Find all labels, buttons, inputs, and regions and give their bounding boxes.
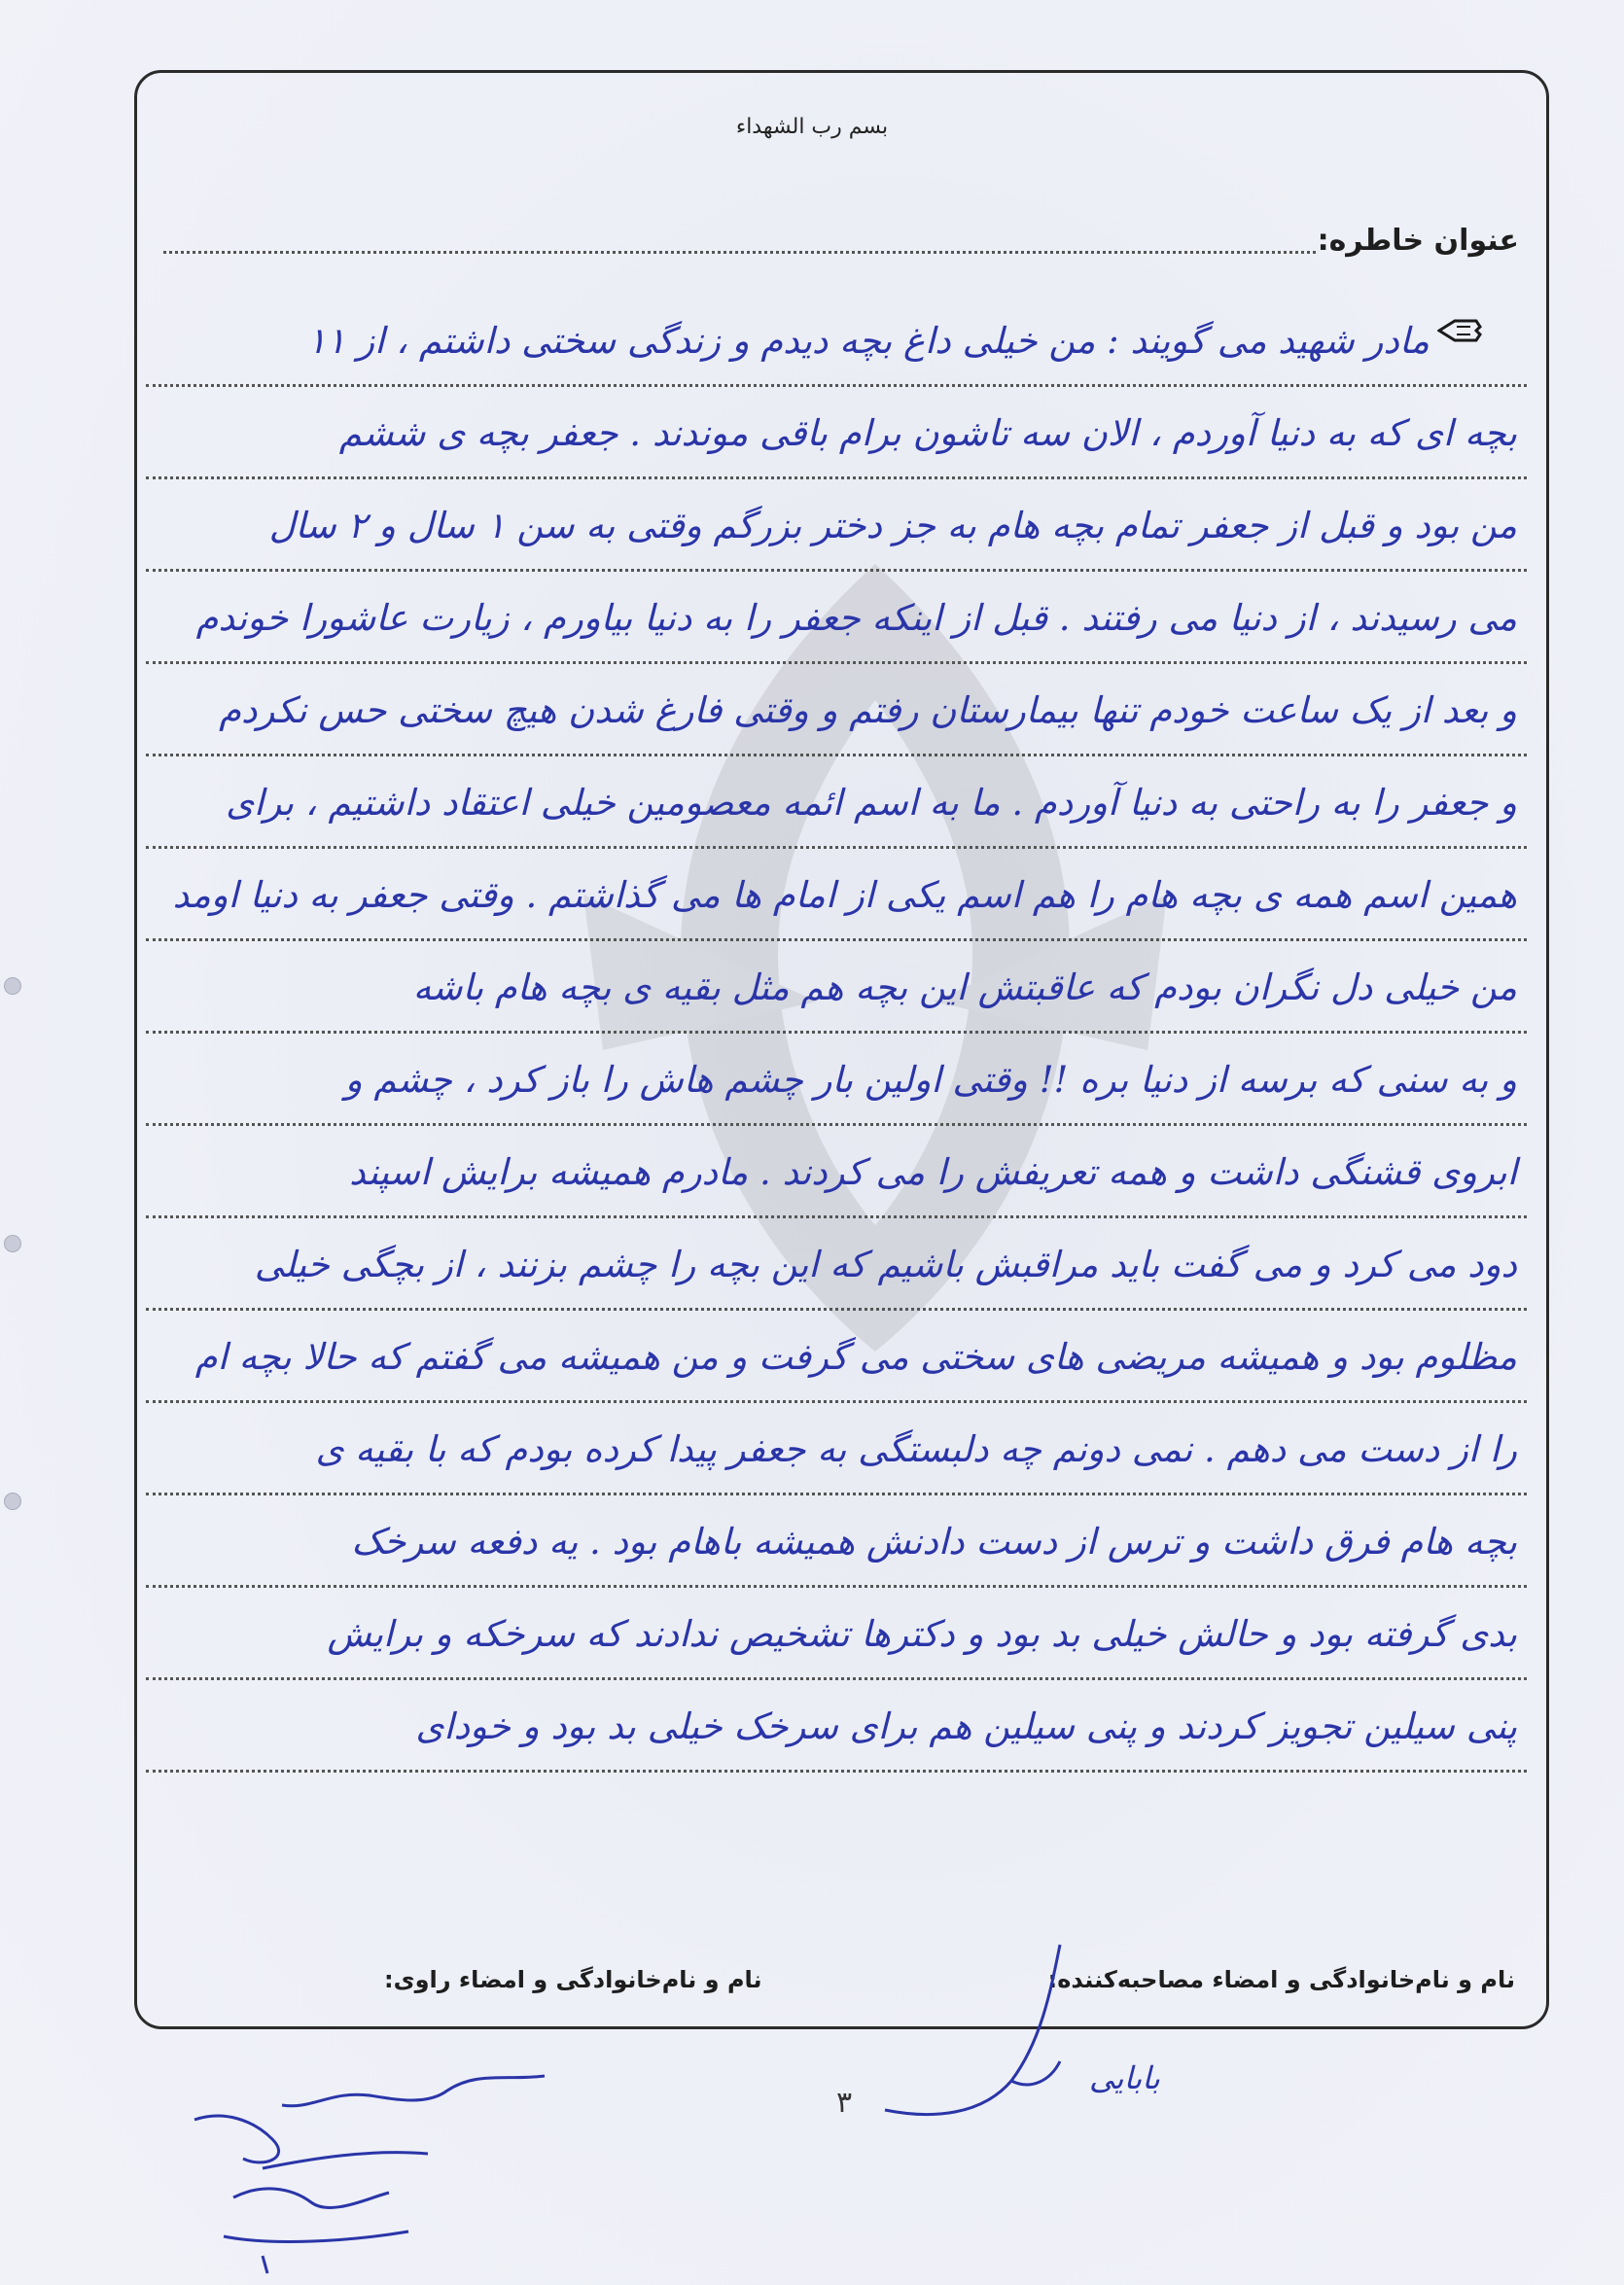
memory-title-label: عنوان خاطره: bbox=[1317, 224, 1519, 258]
handwritten-line: را از دست می دهم . نمی دونم چه دلبستگی به جعفر پیدا کرده بودم که با بقیه ی bbox=[146, 1403, 1527, 1495]
handwritten-line: پنی سیلین تجویز کردند و پنی سیلین هم برای سرخک خیلی بد بود و خودای bbox=[146, 1680, 1527, 1773]
handwritten-line: همین اسم همه ی بچه هام را هم اسم یکی از امام ها می گذاشتم . وقتی جعفر به دنیا اومد bbox=[146, 849, 1527, 941]
handwritten-line: بدی گرفته بود و حالش خیلی بد بود و دکترها تشخیص ندادند که سرخکه و برایش bbox=[146, 1588, 1527, 1680]
handwritten-line: من خیلی دل نگران بودم که عاقبتش این بچه هم مثل بقیه ی بچه هام باشه bbox=[146, 941, 1527, 1034]
interviewer-signature bbox=[865, 1935, 1118, 2129]
handwritten-line: مظلوم بود و همیشه مریضی های سختی می گرفت و من همیشه می گفتم که حالا بچه ام bbox=[146, 1311, 1527, 1403]
handwritten-line: من بود و قبل از جعفر تمام بچه هام به جز دختر بزرگم وقتی به سن ۱ سال و ۲ سال bbox=[146, 479, 1527, 572]
handwritten-line: می رسیدند ، از دنیا می رفتند . قبل از اینکه جعفر را به دنیا بیاورم ، زیارت عاشورا خوندم bbox=[146, 572, 1527, 664]
handwritten-line: دود می کرد و می گفت باید مراقبش باشیم که این بچه را چشم بزنند ، از بچگی خیلی bbox=[146, 1218, 1527, 1311]
handwritten-line: مادر شهید می گویند : من خیلی داغ بچه دیدم و زندگی سختی داشتم ، از ۱۱ bbox=[146, 295, 1527, 387]
handwritten-line: بچه هام فرق داشت و ترس از دست دادنش همیشه باهام بود . یه دفعه سرخک bbox=[146, 1495, 1527, 1588]
narrator-signature bbox=[136, 2052, 583, 2275]
page-number: ۳ bbox=[836, 2086, 853, 2120]
interviewer-signature-label: نام و نام‌خانوادگی و امضاء مصاحبه‌کننده: bbox=[1047, 1966, 1515, 1993]
narrator-signature-label: نام و نام‌خانوادگی و امضاء راوی: bbox=[384, 1966, 762, 1993]
page-header-title: بسم رب الشهداء bbox=[735, 115, 889, 139]
handwritten-line: و به سنی که برسه از دنیا بره !! وقتی اولین بار چشم هاش را باز کرد ، چشم و bbox=[146, 1034, 1527, 1126]
handwritten-line: و جعفر را به راحتی به دنیا آوردم . ما به اسم ائمه معصومین خیلی اعتقاد داشتیم ، برای bbox=[146, 756, 1527, 849]
handwritten-line: و بعد از یک ساعت خودم تنها بیمارستان رفتم و وقتی فارغ شدن هیچ سختی حس نکردم bbox=[146, 664, 1527, 756]
handwritten-line: بچه ای که به دنیا آوردم ، الان سه تاشون برام باقی موندند . جعفر بچه ی ششم bbox=[146, 387, 1527, 479]
handwritten-line: ابروی قشنگی داشت و همه تعریفش را می کردند . مادرم همیشه برایش اسپند bbox=[146, 1126, 1527, 1218]
interviewer-signature-name: بابایی bbox=[1089, 2059, 1160, 2096]
